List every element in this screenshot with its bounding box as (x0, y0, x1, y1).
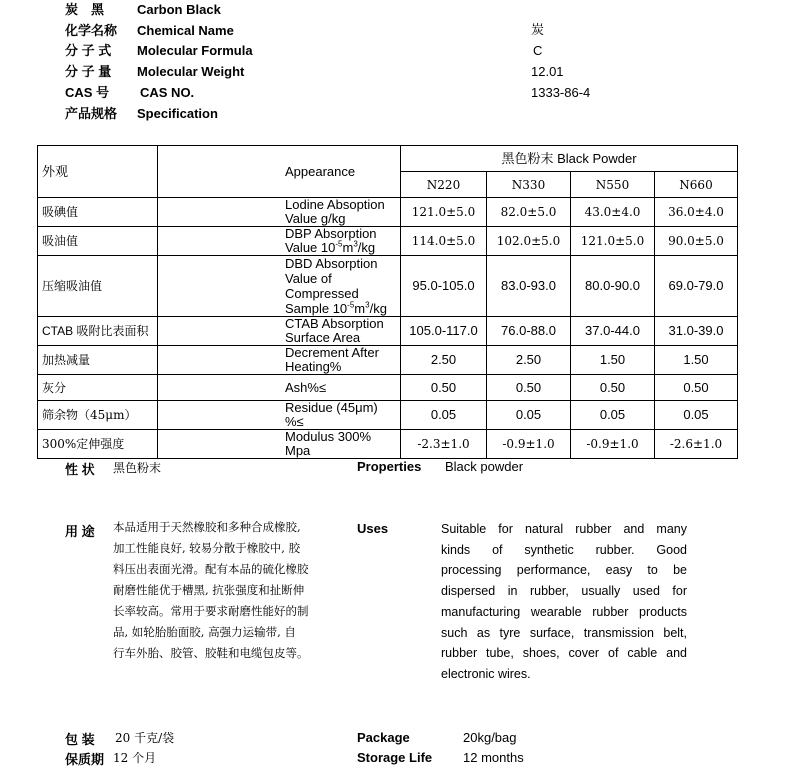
value-cell: 37.0-44.0 (571, 317, 655, 346)
value-cell: 0.05 (401, 401, 487, 430)
package-en-label: Package (357, 730, 410, 745)
value-cell: 2.50 (401, 346, 487, 375)
uses-zh-text (113, 517, 318, 664)
table-row (38, 346, 738, 375)
header-zh: 炭 黑 (65, 2, 105, 17)
package-en-value: 20kg/bag (463, 730, 517, 745)
label-text: /kg (369, 301, 387, 316)
uses-zh-line: 行车外胎、胶管、胶鞋和电缆包皮等。 (113, 646, 309, 660)
value-cell: 121.0±5.0 (401, 198, 487, 227)
value-cell: 0.50 (487, 375, 571, 401)
row-label-en: Decrement After Heating% (158, 346, 401, 375)
uses-en-line: rubber tube, shoes, cover of cable and (441, 646, 687, 661)
value-cell: 105.0-117.0 (401, 317, 487, 346)
row-label-zh: 筛余物（45μm） (38, 401, 158, 430)
value-cell: -0.9±1.0 (571, 430, 655, 459)
group-header: 黑色粉末 Black Powder (401, 146, 738, 172)
row-label-zh: 灰分 (38, 375, 158, 401)
uses-en-line: Suitable for natural rubber and many (441, 522, 687, 536)
row-label-en: Modulus 300% Mpa (158, 430, 401, 459)
value-cell: 0.05 (571, 401, 655, 430)
row-label-zh: 吸油值 (38, 227, 158, 256)
label-text: Sample 10 (285, 301, 348, 316)
row-label-zh: 压缩吸油值 (38, 256, 158, 317)
storage-en-label: Storage Life (357, 750, 433, 765)
header-value: C (533, 43, 543, 58)
table-row (38, 317, 738, 346)
appearance-zh: 外观 (38, 146, 158, 198)
value-cell: 82.0±5.0 (487, 198, 571, 227)
header-en: Specification (137, 106, 218, 121)
properties-en-label: Properties (357, 459, 422, 474)
row-label-zh: 吸碘值 (38, 198, 158, 227)
table-row (38, 375, 738, 401)
superscript: 3 (353, 239, 358, 249)
value-cell: 36.0±4.0 (655, 198, 738, 227)
label-text: DBD Absorption Value of Compressed (285, 256, 378, 301)
uses-zh-line: 加工性能良好, 较易分散于橡胶中, 胶 (113, 541, 301, 555)
value-cell: 0.05 (487, 401, 571, 430)
value-cell: 1.50 (655, 346, 738, 375)
header-zh: 分 子 式 (65, 43, 112, 58)
table-header-row (38, 146, 738, 172)
uses-zh-line: 品, 如轮胎胎面胶, 高强力运输带, 自 (113, 625, 296, 639)
properties-zh-value: 黑色粉末 (113, 461, 162, 475)
uses-en-line: kinds of synthetic rubber. Good (441, 542, 687, 557)
value-cell: -0.9±1.0 (487, 430, 571, 459)
value-cell: 0.50 (401, 375, 487, 401)
appearance-en: Appearance (158, 146, 401, 198)
label-text: /kg (357, 240, 376, 255)
value-cell: 0.50 (655, 375, 738, 401)
grade-n660: N660 (655, 172, 738, 198)
value-cell: 0.05 (655, 401, 738, 430)
uses-zh-line: 长率较高。常用于要求耐磨性能好的制 (113, 604, 309, 618)
uses-en-line: such as tyre surface, transmission belt, (441, 625, 687, 640)
row-label-en (158, 227, 401, 256)
uses-en-text (441, 519, 687, 685)
label-text: m (354, 301, 366, 316)
row-label-en: Residue (45μm) %≤ (158, 401, 401, 430)
header-en: CAS NO. (140, 85, 195, 100)
value-cell: 76.0-88.0 (487, 317, 571, 346)
storage-zh-value: 12 个月 (113, 751, 157, 765)
header-en: Molecular Formula (137, 43, 253, 58)
grade-n550: N550 (571, 172, 655, 198)
header-zh: 产品规格 (65, 106, 118, 121)
table-row (38, 430, 738, 459)
value-cell: 121.0±5.0 (571, 227, 655, 256)
header-zh: 分 子 量 (65, 64, 112, 79)
value-cell: 31.0-39.0 (655, 317, 738, 346)
row-label-en (158, 256, 401, 317)
storage-zh-label: 保质期 (65, 752, 105, 767)
properties-zh-label: 性 状 (65, 462, 95, 477)
header-en: Carbon Black (137, 2, 221, 17)
grade-n330: N330 (487, 172, 571, 198)
row-label-zh: CTAB 吸附比表面积 (38, 317, 158, 346)
value-cell: 0.50 (571, 375, 655, 401)
table-row (38, 227, 738, 256)
grade-n220: N220 (401, 172, 487, 198)
header-value: 12.01 (531, 64, 564, 79)
row-label-zh: 300%定伸强度 (38, 430, 158, 459)
package-zh-value: 20 千克/袋 (115, 731, 175, 745)
value-cell: 43.0±4.0 (571, 198, 655, 227)
value-cell: 90.0±5.0 (655, 227, 738, 256)
row-label-zh: 加热减量 (38, 346, 158, 375)
uses-zh-line: 本品适用于天然橡胶和多种合成橡胶, (113, 520, 301, 534)
value-cell: 114.0±5.0 (401, 227, 487, 256)
uses-zh-line: 耐磨性能优于槽黑, 抗张强度和扯断伸 (113, 583, 305, 597)
value-cell: 1.50 (571, 346, 655, 375)
value-cell: -2.3±1.0 (401, 430, 487, 459)
specification-table (37, 145, 738, 459)
table-row (38, 256, 738, 317)
row-label-en: CTAB Absorption Surface Area (158, 317, 401, 346)
uses-en-line: electronic wires. (441, 666, 531, 681)
table-row (38, 198, 738, 227)
header-value: 炭 (531, 23, 545, 38)
value-cell: 80.0-90.0 (571, 256, 655, 317)
table-row (38, 401, 738, 430)
uses-en-line: dispersed in rubber, usually used for (441, 584, 687, 599)
package-zh-label: 包 装 (65, 732, 95, 747)
storage-en-value: 12 months (463, 750, 524, 765)
value-cell: 102.0±5.0 (487, 227, 571, 256)
header-zh: CAS 号 (65, 85, 110, 100)
uses-zh-line: 料压出表面光滑。配有本品的硫化橡胶 (113, 562, 309, 576)
header-zh: 化学名称 (65, 23, 118, 38)
header-en: Molecular Weight (137, 64, 245, 79)
header-en: Chemical Name (137, 23, 234, 38)
header-value: 1333-86-4 (531, 85, 591, 100)
uses-en-line: manufacturing wearable rubber products (441, 604, 687, 619)
properties-en-value: Black powder (445, 459, 524, 474)
superscript: 3 (365, 300, 370, 310)
uses-zh-label: 用 途 (65, 524, 95, 539)
uses-en-label: Uses (357, 521, 389, 536)
label-text: m (342, 240, 354, 255)
superscript: -5 (335, 239, 343, 249)
uses-en-line: processing performance, easy to be (441, 563, 687, 578)
value-cell: 2.50 (487, 346, 571, 375)
value-cell: 83.0-93.0 (487, 256, 571, 317)
superscript: -5 (347, 300, 355, 310)
value-cell: 69.0-79.0 (655, 256, 738, 317)
label-text: DBP Absorption Value 10 (285, 226, 377, 255)
row-label-en: Ash%≤ (158, 375, 401, 401)
value-cell: 95.0-105.0 (401, 256, 487, 317)
row-label-en: Lodine Absoption Value g/kg (158, 198, 401, 227)
value-cell: -2.6±1.0 (655, 430, 738, 459)
